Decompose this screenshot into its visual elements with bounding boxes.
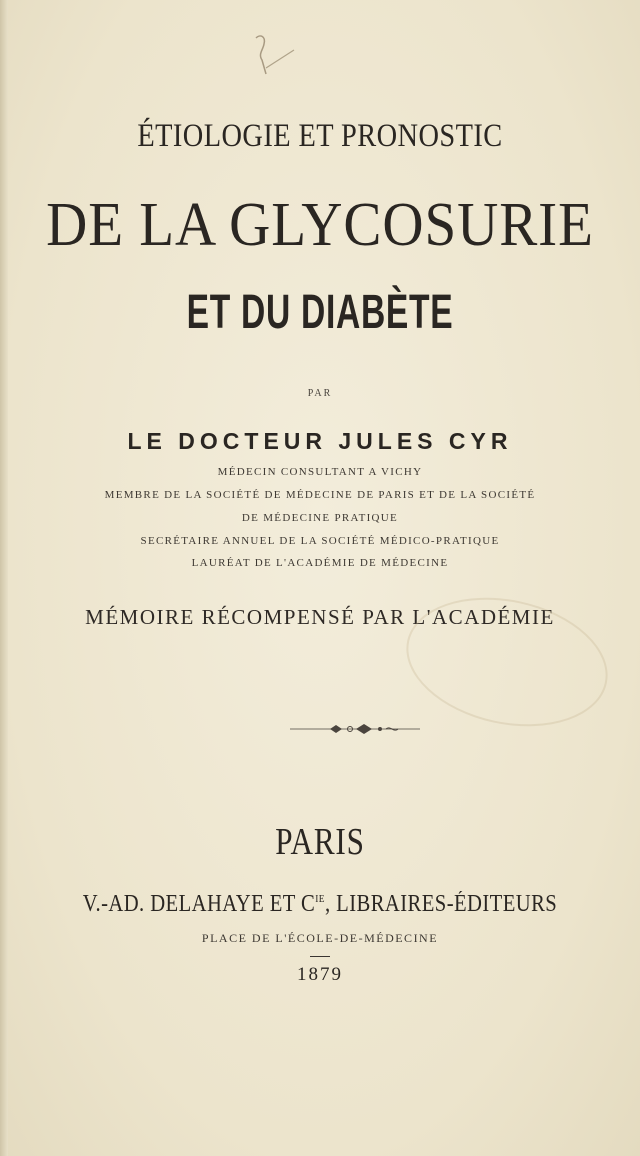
credential-line: MÉDECIN CONSULTANT A VICHY <box>217 466 423 478</box>
publisher-name: V.-AD. DELAHAYE ET C <box>82 891 316 917</box>
author-name: LE DOCTEUR JULES CYR <box>127 428 513 454</box>
title-line-1: ÉTIOLOGIE ET PRONOSTIC <box>137 118 503 154</box>
publisher-address: PLACE DE L'ÉCOLE-DE-MÉDECINE <box>201 931 439 945</box>
publisher-superscript: IE <box>315 893 325 905</box>
publication-year: 1879 <box>297 964 343 985</box>
credential-line: MEMBRE DE LA SOCIÉTÉ DE MÉDECINE DE PARIS ET DE LA SOCIÉTÉ <box>104 489 536 501</box>
printers-ornament-icon <box>290 722 420 736</box>
credential-line: SECRÉTAIRE ANNUEL DE LA SOCIÉTÉ MÉDICO-PRATIQUE <box>140 535 500 547</box>
by-label: PAR <box>307 388 333 399</box>
publisher-role: , LIBRAIRES-ÉDITEURS <box>324 891 558 917</box>
divider <box>310 956 330 957</box>
publisher-line <box>45 891 595 918</box>
title-line-3: ET DU DIABÈTE <box>186 286 454 339</box>
credential-line: LAURÉAT DE L'ACADÉMIE DE MÉDECINE <box>191 557 449 569</box>
handwritten-mark-icon <box>246 30 296 80</box>
city: PARIS <box>275 821 365 863</box>
credential-line: DE MÉDECINE PRATIQUE <box>241 512 399 524</box>
award-line: MÉMOIRE RÉCOMPENSÉ PAR L'ACADÉMIE <box>85 605 555 629</box>
title-line-2: DE LA GLYCOSURIE <box>46 191 594 259</box>
